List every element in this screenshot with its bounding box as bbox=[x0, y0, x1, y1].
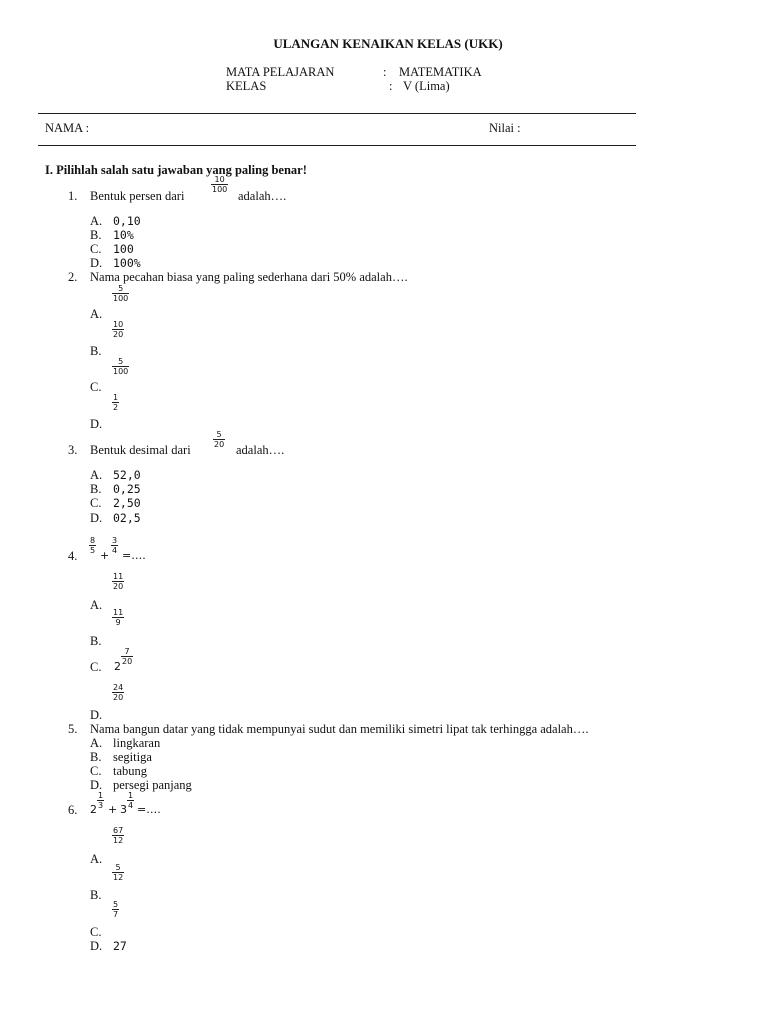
option-letter: A. bbox=[90, 468, 103, 482]
option-letter: C. bbox=[90, 925, 102, 939]
option-fraction: $\frac{5}{12}$ bbox=[113, 863, 124, 882]
question-fraction: $\frac{10}{100}$ bbox=[212, 175, 228, 194]
question-text-suffix: =…. bbox=[137, 803, 161, 816]
name-field-label: NAMA : bbox=[45, 121, 90, 135]
option-letter: D. bbox=[90, 939, 103, 953]
option-value: 10% bbox=[113, 228, 134, 242]
option-letter: B. bbox=[90, 344, 102, 358]
option-letter: B. bbox=[90, 750, 102, 764]
option-letter: A. bbox=[90, 307, 103, 321]
page-title: ULANGAN KENAIKAN KELAS (UKK) bbox=[273, 36, 503, 51]
question-operator: + bbox=[100, 549, 110, 562]
option-value: 52,0 bbox=[113, 468, 141, 482]
option-value: 0,10 bbox=[113, 214, 141, 228]
divider-top bbox=[38, 113, 636, 114]
option-letter: C. bbox=[90, 660, 102, 674]
option-fraction: $\frac{10}{20}$ bbox=[113, 320, 124, 339]
option-letter: D. bbox=[90, 778, 103, 792]
option-fraction: $\frac{1}{2}$ bbox=[113, 393, 119, 412]
option-letter: B. bbox=[90, 634, 102, 648]
subject-label: MATA PELAJARAN bbox=[226, 65, 335, 79]
option-letter: D. bbox=[90, 511, 103, 525]
option-value: lingkaran bbox=[113, 736, 161, 750]
option-letter: D. bbox=[90, 256, 103, 270]
option-fraction: $\frac{24}{20}$ bbox=[113, 683, 124, 702]
class-value: V (Lima) bbox=[403, 79, 450, 93]
option-letter: C. bbox=[90, 764, 102, 778]
option-letter: B. bbox=[90, 888, 102, 902]
option-value: 02,5 bbox=[113, 511, 141, 525]
question-number: 4. bbox=[68, 549, 78, 563]
option-whole-number: 2 bbox=[114, 660, 121, 673]
question-operator: + bbox=[108, 803, 118, 816]
option-fraction: $\frac{5}{100}$ bbox=[113, 284, 129, 303]
question-fraction: $\frac{3}{4}$ bbox=[112, 536, 118, 555]
option-fraction: $\frac{11}{9}$ bbox=[113, 608, 124, 627]
subject-value: MATEMATIKA bbox=[399, 65, 482, 79]
option-fraction: $\frac{5}{100}$ bbox=[113, 357, 129, 376]
option-fraction: $\frac{11}{20}$ bbox=[113, 572, 124, 591]
question-text: Nama pecahan biasa yang paling sederhana dari 50% adalah…. bbox=[90, 270, 408, 284]
option-value: tabung bbox=[113, 764, 148, 778]
option-letter: C. bbox=[90, 380, 102, 394]
question-text-suffix: adalah…. bbox=[236, 443, 285, 457]
question-number: 6. bbox=[68, 803, 78, 817]
option-value: persegi panjang bbox=[113, 778, 192, 792]
question-number: 3. bbox=[68, 443, 78, 457]
option-letter: B. bbox=[90, 228, 102, 242]
option-letter: A. bbox=[90, 736, 103, 750]
option-letter: C. bbox=[90, 242, 102, 256]
option-letter: A. bbox=[90, 852, 103, 866]
option-fraction: $\frac{67}{12}$ bbox=[113, 826, 124, 845]
question-text: Bentuk desimal dari bbox=[90, 443, 191, 457]
question-number: 5. bbox=[68, 722, 78, 736]
option-value: 100% bbox=[113, 256, 141, 270]
option-value: 27 bbox=[113, 939, 127, 953]
question-fraction: $\frac{1}{4}$ bbox=[128, 791, 134, 810]
option-value: 100 bbox=[113, 242, 134, 256]
question-fraction: $\frac{1}{3}$ bbox=[98, 791, 104, 810]
question-fraction: $\frac{8}{5}$ bbox=[90, 536, 96, 555]
option-letter: B. bbox=[90, 482, 102, 496]
option-letter: A. bbox=[90, 214, 103, 228]
class-label: KELAS bbox=[226, 79, 267, 93]
section-instruction: I. Pilihlah salah satu jawaban yang paling benar! bbox=[45, 163, 307, 177]
question-number: 2. bbox=[68, 270, 78, 284]
option-letter: C. bbox=[90, 496, 102, 510]
class-colon: : bbox=[389, 79, 393, 93]
option-letter: D. bbox=[90, 417, 103, 431]
option-value: 2,50 bbox=[113, 496, 141, 510]
question-number: 1. bbox=[68, 189, 78, 203]
question-text-suffix: =…. bbox=[122, 549, 146, 562]
question-text: Bentuk persen dari bbox=[90, 189, 185, 203]
question-text-suffix: adalah…. bbox=[238, 189, 287, 203]
subject-colon: : bbox=[383, 65, 387, 79]
question-text: Nama bangun datar yang tidak mempunyai sudut dan memiliki simetri lipat tak terhingga adalah…. bbox=[90, 722, 589, 736]
option-value: segitiga bbox=[113, 750, 152, 764]
option-letter: A. bbox=[90, 598, 103, 612]
divider-bottom bbox=[38, 145, 636, 146]
option-letter: D. bbox=[90, 708, 103, 722]
option-fraction: $\frac{5}{7}$ bbox=[113, 900, 119, 919]
question-fraction: $\frac{5}{20}$ bbox=[214, 430, 225, 449]
mixed-whole-number: 2 bbox=[90, 803, 97, 816]
score-field-label: Nilai : bbox=[489, 121, 521, 135]
option-fraction: $\frac{7}{20}$ bbox=[122, 647, 133, 666]
mixed-whole-number: 3 bbox=[120, 803, 127, 816]
option-value: 0,25 bbox=[113, 482, 141, 496]
